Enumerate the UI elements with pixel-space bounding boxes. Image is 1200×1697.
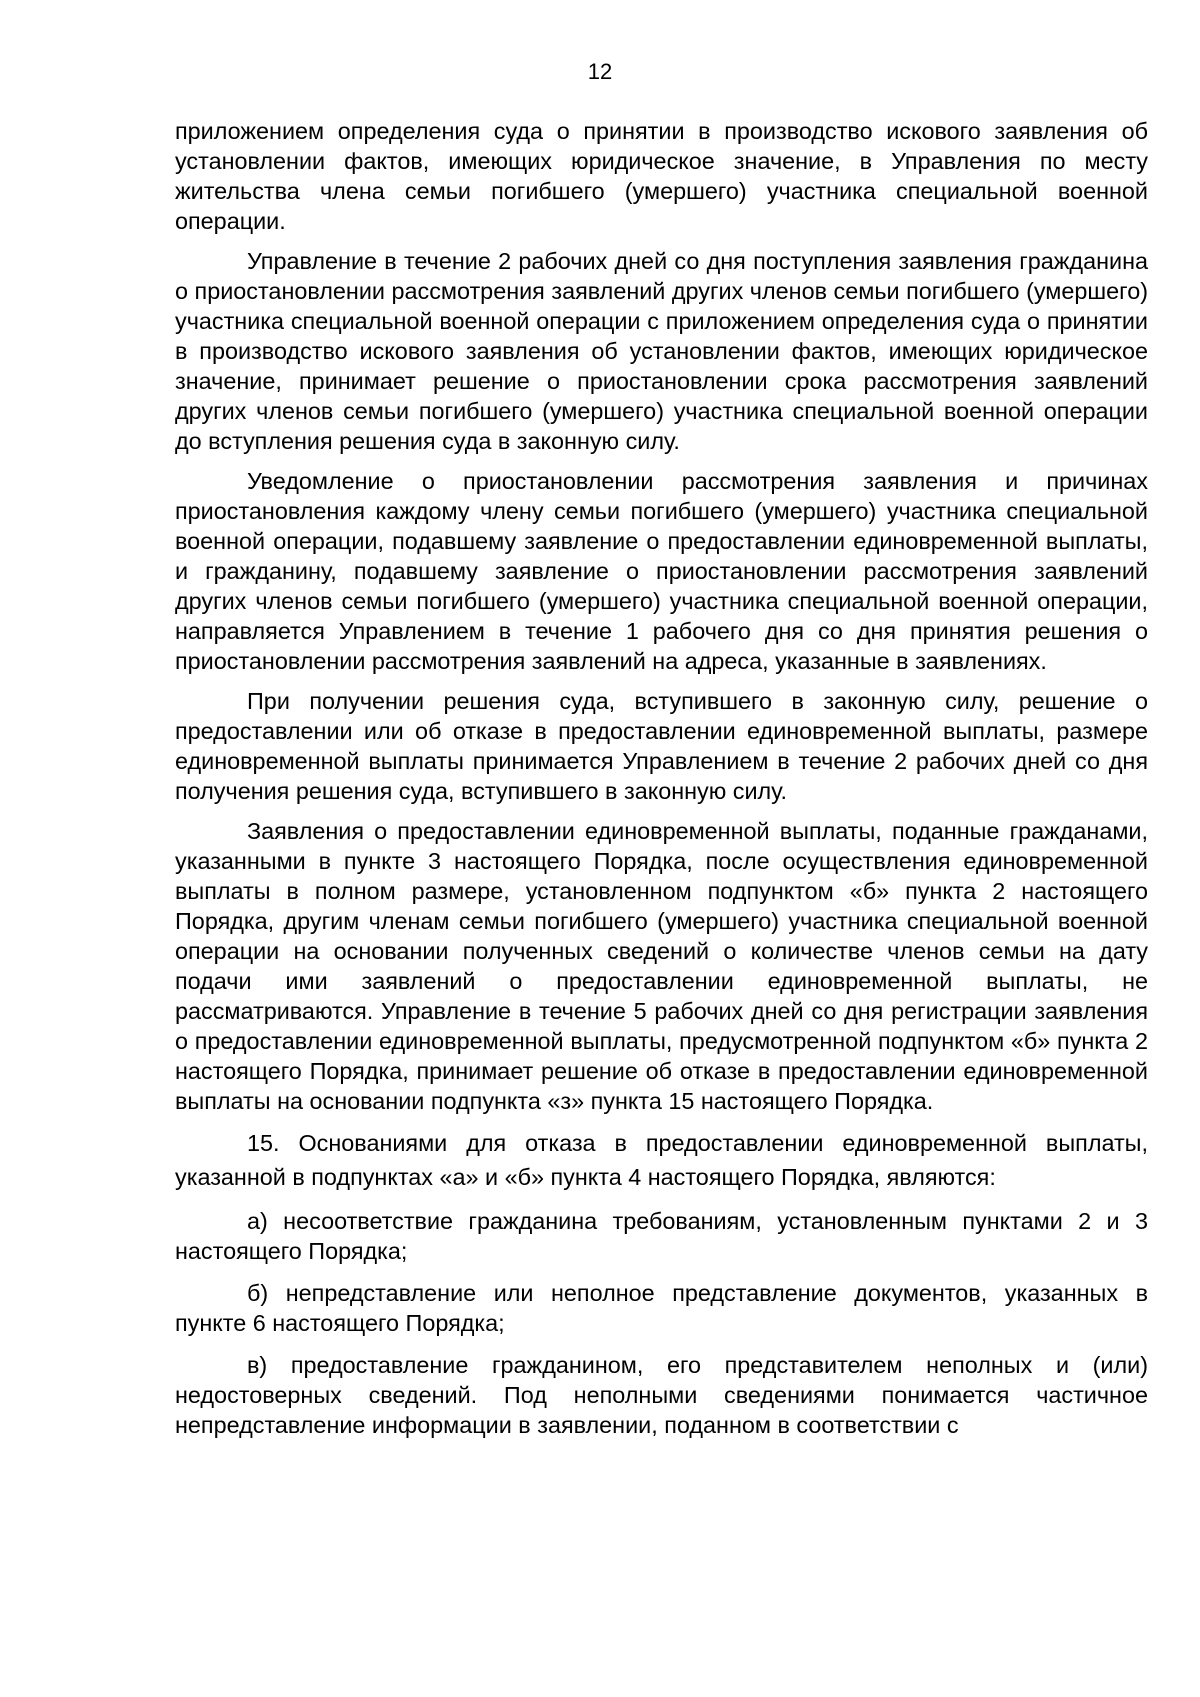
paragraph-continuation: приложением определения суда о принятии в производство искового заявления об установлении фактов, имеющих юридическое значение, в Управления по месту жительства члена семьи погибшего (умершего) участника специальной военной операции.: [175, 118, 1148, 234]
document-body: [175, 116, 1148, 1452]
paragraph-item-15: 15. Основаниями для отказа в предоставлении единовременной выплаты, указанной в подпунктах «а» и «б» пункта 4 настоящего Порядка, являются:: [175, 1130, 1148, 1190]
paragraph-court-decision: При получении решения суда, вступившего в законную силу, решение о предоставлении или об отказе в предоставлении единовременной выплаты, размере единовременной выплаты принимается Управлением в течение 2 рабочих дней со дня получения решения суда, вступившего в законную силу.: [175, 688, 1148, 804]
page-number: 12: [587, 59, 613, 84]
list-item-v: в) предоставление гражданином, его представителем неполных и (или) недостоверных сведений. Под неполными сведениями понимается частичное непредставление информации в заявлении, поданном в соответствии с: [175, 1352, 1148, 1438]
paragraph-suspension-decision: Управление в течение 2 рабочих дней со дня поступления заявления гражданина о приостановлении рассмотрения заявлений других членов семьи погибшего (умершего) участника специальной военной операции с приложением определения суда о принятии в производство искового заявления об установлении фактов, имеющих юридическое значение, принимает решение о приостановлении срока рассмотрения заявлений других членов семьи погибшего (умершего) участника специальной военной операции до вступления решения суда в законную силу.: [175, 248, 1148, 454]
paragraph-suspension-notice: Уведомление о приостановлении рассмотрения заявления и причинах приостановления каждому члену семьи погибшего (умершего) участника специальной военной операции, подавшему заявление о предоставлении единовременной выплаты, и гражданину, подавшему заявление о приостановлении рассмотрения заявлений других членов семьи погибшего (умершего) участника специальной военной операции, направляется Управлением в течение 1 рабочего дня со дня принятия решения о приостановлении рассмотрения заявлений на адреса, указанные в заявлениях.: [175, 468, 1148, 674]
paragraph-applications-not-considered: Заявления о предоставлении единовременной выплаты, поданные гражданами, указанными в пункте 3 настоящего Порядка, после осуществления единовременной выплаты в полном размере, установленном подпунктом «б» пункта 2 настоящего Порядка, другим членам семьи погибшего (умершего) участника специальной военной операции на основании полученных сведений о количестве членов семьи на дату подачи ими заявлений о предоставлении единовременной выплаты, не рассматриваются. Управление в течение 5 рабочих дней со дня регистрации заявления о предоставлении единовременной выплаты, предусмотренной подпунктом «б» пункта 2 настоящего Порядка, принимает решение об отказе в предоставлении единовременной выплаты на основании подпункта «з» пункта 15 настоящего Порядка.: [175, 818, 1148, 1114]
list-item-a: а) несоответствие гражданина требованиям, установленным пунктами 2 и 3 настоящего Порядка;: [175, 1208, 1148, 1264]
list-item-b: б) непредставление или неполное представление документов, указанных в пункте 6 настоящего Порядка;: [175, 1280, 1148, 1336]
